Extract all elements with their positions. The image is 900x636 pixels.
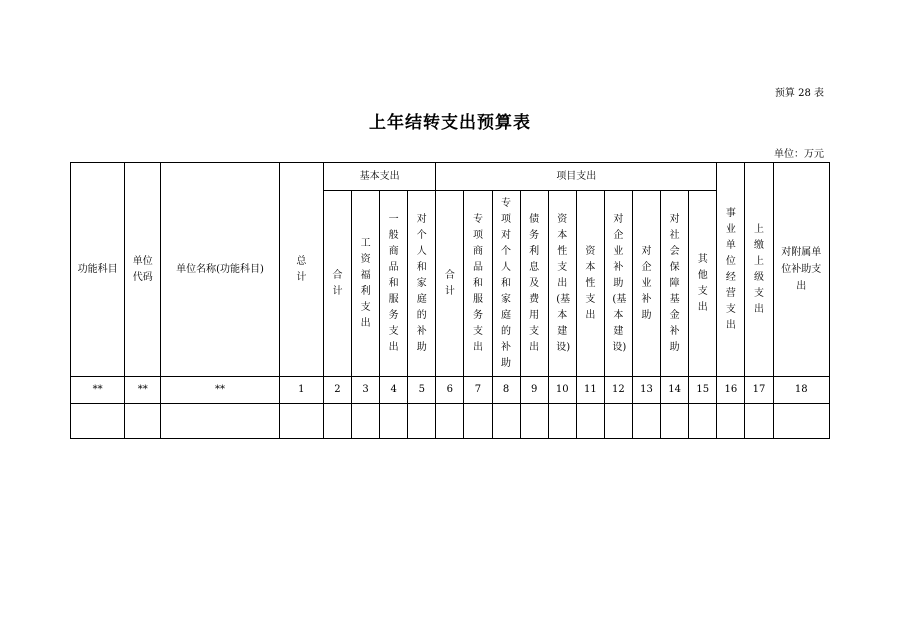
index-cell: 9 (520, 377, 548, 404)
form-number: 预算 28 表 (774, 88, 824, 99)
header-debt-interest-label: 债务利息及费用支出 (529, 213, 540, 353)
header-special-goods-label: 专项商品和服务支出 (472, 213, 483, 353)
header-basic-total (323, 191, 351, 377)
header-subsidiary (773, 163, 830, 377)
header-total (279, 163, 323, 377)
index-cell: 7 (464, 377, 492, 404)
header-func-subject: 功能科目 (71, 163, 125, 377)
empty-cell (408, 404, 436, 439)
index-cell: 5 (408, 377, 436, 404)
header-salary (352, 191, 380, 377)
empty-cell (436, 404, 464, 439)
empty-cell (323, 404, 351, 439)
header-business-unit-label: 事业单位经营支出 (725, 207, 736, 331)
header-enterprise-label: 对企业补助 (641, 245, 652, 321)
empty-cell (773, 404, 830, 439)
header-capital-basic-label: 资本性支出(基本建设) (556, 213, 571, 353)
header-social-security (661, 191, 689, 377)
empty-cell (380, 404, 408, 439)
empty-cell (632, 404, 660, 439)
header-basic-group: 基本支出 (323, 163, 435, 191)
header-goods-services (380, 191, 408, 377)
index-cell: 6 (436, 377, 464, 404)
header-total-label: 总计 (296, 255, 307, 283)
header-personal-family-label: 对个人和家庭的补助 (416, 213, 427, 353)
header-special-personal (492, 191, 520, 377)
index-cell: 16 (717, 377, 745, 404)
header-project-group: 项目支出 (436, 163, 717, 191)
empty-cell (717, 404, 745, 439)
header-special-personal-label: 专项对个人和家庭的补助 (501, 197, 512, 369)
header-unit-name: 单位名称(功能科目) (161, 163, 279, 377)
empty-cell (745, 404, 773, 439)
index-cell: 17 (745, 377, 773, 404)
empty-cell (576, 404, 604, 439)
empty-cell (604, 404, 632, 439)
index-cell: 4 (380, 377, 408, 404)
header-goods-services-label: 一般商品和服务支出 (388, 213, 399, 353)
header-upper-level-label: 上缴上级支出 (753, 223, 764, 315)
empty-cell (279, 404, 323, 439)
index-cell: 14 (661, 377, 689, 404)
header-social-security-label: 对社会保障基金补助 (669, 213, 680, 353)
page-title: 上年结转支出预算表 (369, 113, 531, 133)
index-cell: ** (161, 377, 279, 404)
empty-cell (125, 404, 161, 439)
empty-cell (520, 404, 548, 439)
index-cell: 15 (689, 377, 717, 404)
header-personal-family (408, 191, 436, 377)
header-debt-interest (520, 191, 548, 377)
empty-cell (548, 404, 576, 439)
header-upper-level (745, 163, 773, 377)
header-special-goods (464, 191, 492, 377)
index-cell: 18 (773, 377, 830, 404)
header-enterprise-basic (604, 191, 632, 377)
header-project-total (436, 191, 464, 377)
index-cell: 2 (323, 377, 351, 404)
header-capital-basic (548, 191, 576, 377)
index-cell: 11 (576, 377, 604, 404)
header-other-label: 其他支出 (697, 253, 708, 313)
index-cell: 8 (492, 377, 520, 404)
index-cell: ** (71, 377, 125, 404)
index-cell: 13 (632, 377, 660, 404)
header-capital-label: 资本性支出 (585, 245, 596, 321)
header-unit-code-label: 单位代码 (132, 255, 153, 283)
header-salary-label: 工资福利支出 (360, 237, 371, 329)
header-subsidiary-label: 对附属单位补助支出 (781, 247, 822, 292)
header-project-total-label: 合计 (444, 269, 455, 297)
header-business-unit (717, 163, 745, 377)
empty-cell (71, 404, 125, 439)
empty-cell (492, 404, 520, 439)
budget-table (70, 162, 830, 439)
empty-cell (464, 404, 492, 439)
index-cell: 3 (352, 377, 380, 404)
header-enterprise-basic-label: 对企业补助(基本建设) (612, 213, 627, 353)
index-row (71, 377, 830, 404)
empty-cell (352, 404, 380, 439)
empty-data-row (71, 404, 830, 439)
header-row-1 (71, 163, 830, 191)
index-cell: 10 (548, 377, 576, 404)
header-basic-total-label: 合计 (332, 269, 343, 297)
header-other (689, 191, 717, 377)
index-cell: ** (125, 377, 161, 404)
empty-cell (661, 404, 689, 439)
header-capital (576, 191, 604, 377)
empty-cell (689, 404, 717, 439)
header-enterprise (632, 191, 660, 377)
header-unit-code (125, 163, 161, 377)
index-cell: 1 (279, 377, 323, 404)
empty-cell (161, 404, 279, 439)
index-cell: 12 (604, 377, 632, 404)
unit-label: 单位：万元 (774, 149, 824, 160)
